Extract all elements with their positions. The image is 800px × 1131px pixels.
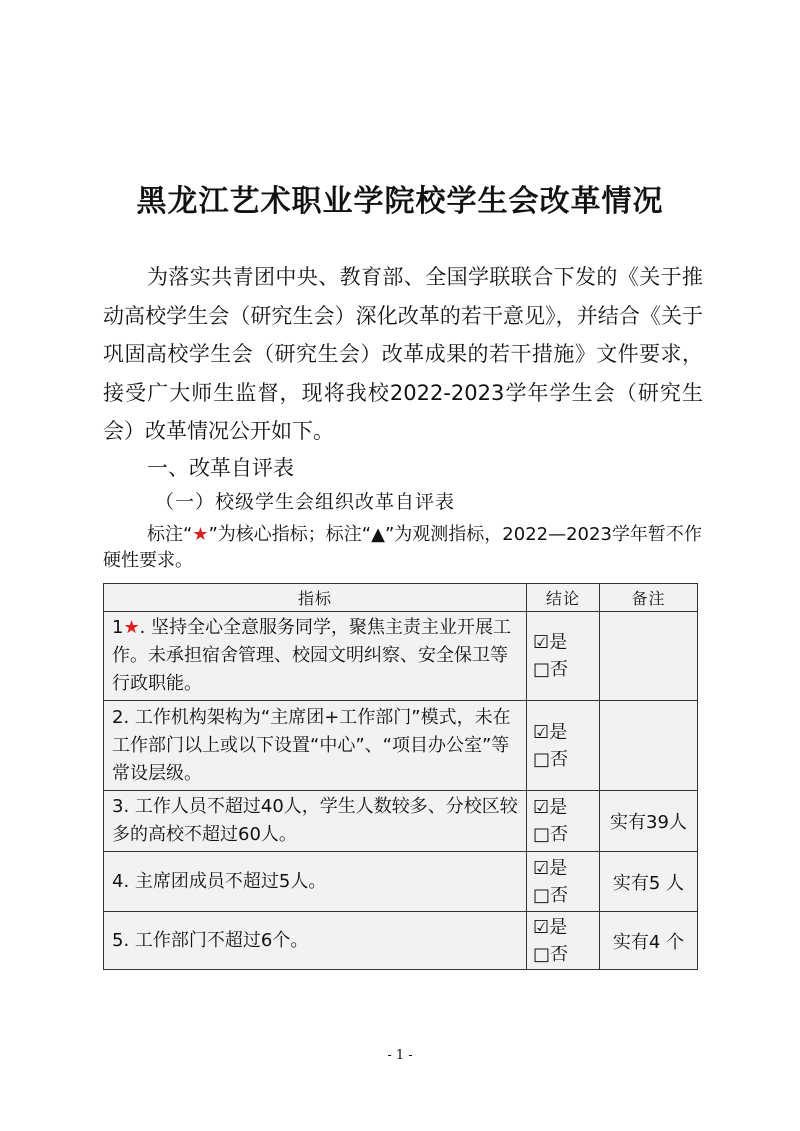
unchecked-no-box: □否 [533, 884, 569, 906]
indicator-text: . 坚持全心全意服务同学，聚焦主责主业开展工作。未承担宿舍管理、校园文明纠察、安全保卫等行政职能。 [112, 617, 512, 694]
row-number: 5 [112, 929, 124, 951]
remark-cell: 实有4 个 [600, 912, 698, 970]
conclusion-cell [527, 852, 600, 912]
checked-yes-box: ☑是 [533, 632, 568, 653]
indicator-text: . 工作部门不超过6个。 [123, 929, 309, 951]
note-prefix: 标注“ [147, 524, 193, 545]
document-title: 黑龙江艺术职业学院校学生会改革情况 [136, 184, 664, 219]
indicator-cell [104, 791, 527, 852]
unchecked-no-box: □否 [533, 943, 569, 965]
checked-yes-box: ☑是 [533, 857, 568, 879]
header-remark: 备注 [600, 584, 698, 612]
table-row [104, 912, 698, 970]
table-row [104, 612, 698, 701]
note-text: ”为核心指标；标注“▲”为观测指标，2022—2023学年暂不作硬性要求。 [103, 524, 702, 571]
annotation-note [103, 522, 703, 574]
remark-cell: 实有39人 [600, 791, 698, 852]
indicator-cell [104, 852, 527, 912]
section-heading-1: 一、改革自评表 [147, 456, 294, 480]
remark-cell [600, 701, 698, 791]
indicator-cell [104, 912, 527, 970]
checked-yes-box: ☑是 [533, 797, 568, 818]
remark-cell [600, 612, 698, 701]
row-number: 2 [112, 706, 124, 728]
section-heading-1-1: （一）校级学生会组织改革自评表 [155, 491, 456, 513]
row-number: 4 [112, 870, 124, 892]
table-row [104, 791, 698, 852]
table-row [104, 701, 698, 791]
indicator-cell [104, 701, 527, 791]
remark-cell: 实有5 人 [600, 852, 698, 912]
core-star-icon: ★ [123, 617, 140, 638]
intro-paragraph: 为落实共青团中央、教育部、全国学联联合下发的《关于推动高校学生会（研究生会）深化改革的若干意见》，并结合《关于巩固高校学生会（研究生会）改革成果的若干措施》文件要求，接受广大师生监督，现将我校2022-2023学年学生会（研究生会）改革情况公开如下。 [103, 265, 703, 443]
header-conclusion: 结论 [527, 584, 600, 612]
header-indicator: 指标 [104, 584, 527, 612]
conclusion-cell [527, 791, 600, 852]
conclusion-cell [527, 701, 600, 791]
checked-yes-box: ☑是 [533, 721, 568, 743]
unchecked-no-box: □否 [533, 824, 569, 845]
row-number: 3 [112, 796, 124, 817]
self-evaluation-table [103, 583, 698, 970]
core-star-icon: ★ [192, 524, 209, 545]
table-header-row [104, 584, 698, 612]
unchecked-no-box: □否 [533, 659, 569, 680]
checked-yes-box: ☑是 [533, 916, 568, 938]
page-number: - 1 - [387, 1048, 413, 1063]
unchecked-no-box: □否 [533, 748, 569, 770]
indicator-text: . 主席团成员不超过5人。 [123, 870, 327, 892]
conclusion-cell [527, 912, 600, 970]
indicator-text: . 工作机构架构为“主席团+工作部门”模式，未在工作部门以上或以下设置“中心”、“项目办公室”等常设层级。 [112, 706, 511, 784]
row-number: 1 [112, 617, 124, 638]
conclusion-cell [527, 612, 600, 701]
indicator-text: . 工作人员不超过40人，学生人数较多、分校区较多的高校不超过60人。 [112, 796, 518, 845]
table-row [104, 852, 698, 912]
indicator-cell [104, 612, 527, 701]
